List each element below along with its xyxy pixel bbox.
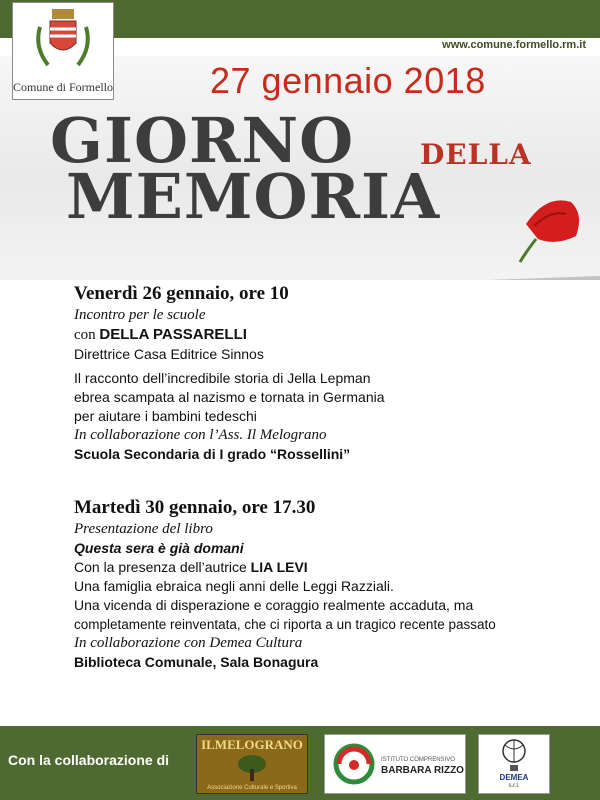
event1-type: Incontro per le scuole: [74, 307, 206, 323]
event1-desc2: ebrea scampata al nazismo e tornata in Germania: [74, 389, 385, 405]
event2-heading: Martedì 30 gennaio, ore 17.30: [74, 497, 316, 518]
program-content: [74, 282, 584, 672]
municipality-name: Comune di Formello: [13, 80, 113, 94]
event2-guest: LIA LEVI: [250, 559, 308, 575]
website-url[interactable]: www.comune.formello.rm.it: [442, 39, 586, 51]
event2-with: Con la presenza dell’autrice: [74, 559, 251, 575]
tree-icon: [232, 753, 272, 783]
title-memoria: MEMORIA: [66, 160, 441, 233]
partner1-subtitle: Associazione Culturale e Sportiva: [207, 785, 297, 791]
partner3-name: DEMEA: [499, 773, 529, 782]
title-giorno: GIORNO: [50, 104, 355, 177]
coat-of-arms-icon: [28, 7, 98, 73]
event2-venue: Biblioteca Comunale, Sala Bonagura: [74, 654, 319, 670]
balloon-icon: [499, 739, 529, 773]
partner1-name: ILMELOGRANO: [201, 737, 303, 752]
event2-guest-line: [74, 558, 584, 577]
partner2-subtitle: ISTITUTO COMPRENSIVO: [381, 757, 455, 763]
event2-desc3: completamente reinventata, che ci riporta a un tragico recente passato: [74, 617, 496, 632]
event1-heading: Venerdì 26 gennaio, ore 10: [74, 283, 289, 304]
event1-collab: In collaborazione con l’Ass. Il Melograno: [74, 427, 327, 443]
event1-desc3: per aiutare i bambini tedeschi: [74, 408, 257, 424]
municipality-logo: [12, 2, 114, 100]
partner-logo-barbara-rizzo[interactable]: [324, 734, 466, 794]
event2-type: Presentazione del libro: [74, 521, 213, 537]
red-flower-icon: [516, 184, 586, 264]
partner3-subtitle: s.r.l.: [508, 783, 520, 789]
partner-logo-demea[interactable]: [478, 734, 550, 794]
event1-role: Direttrice Casa Editrice Sinnos: [74, 346, 264, 362]
school-emblem-icon: [331, 741, 377, 787]
event2-collab: In collaborazione con Demea Cultura: [74, 635, 303, 651]
barbed-wire-graphic: [0, 256, 600, 280]
event2-book: Questa sera è già domani: [74, 540, 244, 556]
event2-desc1: Una famiglia ebraica negli anni delle Leggi Razziali.: [74, 578, 394, 594]
event1-venue: Scuola Secondaria di I grado “Rossellini”: [74, 446, 351, 462]
event1-desc1: Il racconto dell’incredibile storia di Jella Lepman: [74, 370, 371, 386]
partner2-name: BARBARA RIZZO: [381, 765, 464, 776]
partner-logo-melograno[interactable]: [196, 734, 308, 794]
title-della: DELLA: [420, 138, 532, 171]
event1-guest-line: [74, 325, 584, 345]
event-date: 27 gennaio 2018: [210, 60, 486, 101]
event1-guest: DELLA PASSARELLI: [99, 326, 247, 343]
event1-with: con: [74, 327, 100, 343]
footer-bar: [0, 726, 600, 800]
event2-desc2: Una vicenda di disperazione e coraggio realmente accaduta, ma: [74, 597, 474, 613]
collaboration-label: Con la collaborazione di: [8, 752, 170, 768]
